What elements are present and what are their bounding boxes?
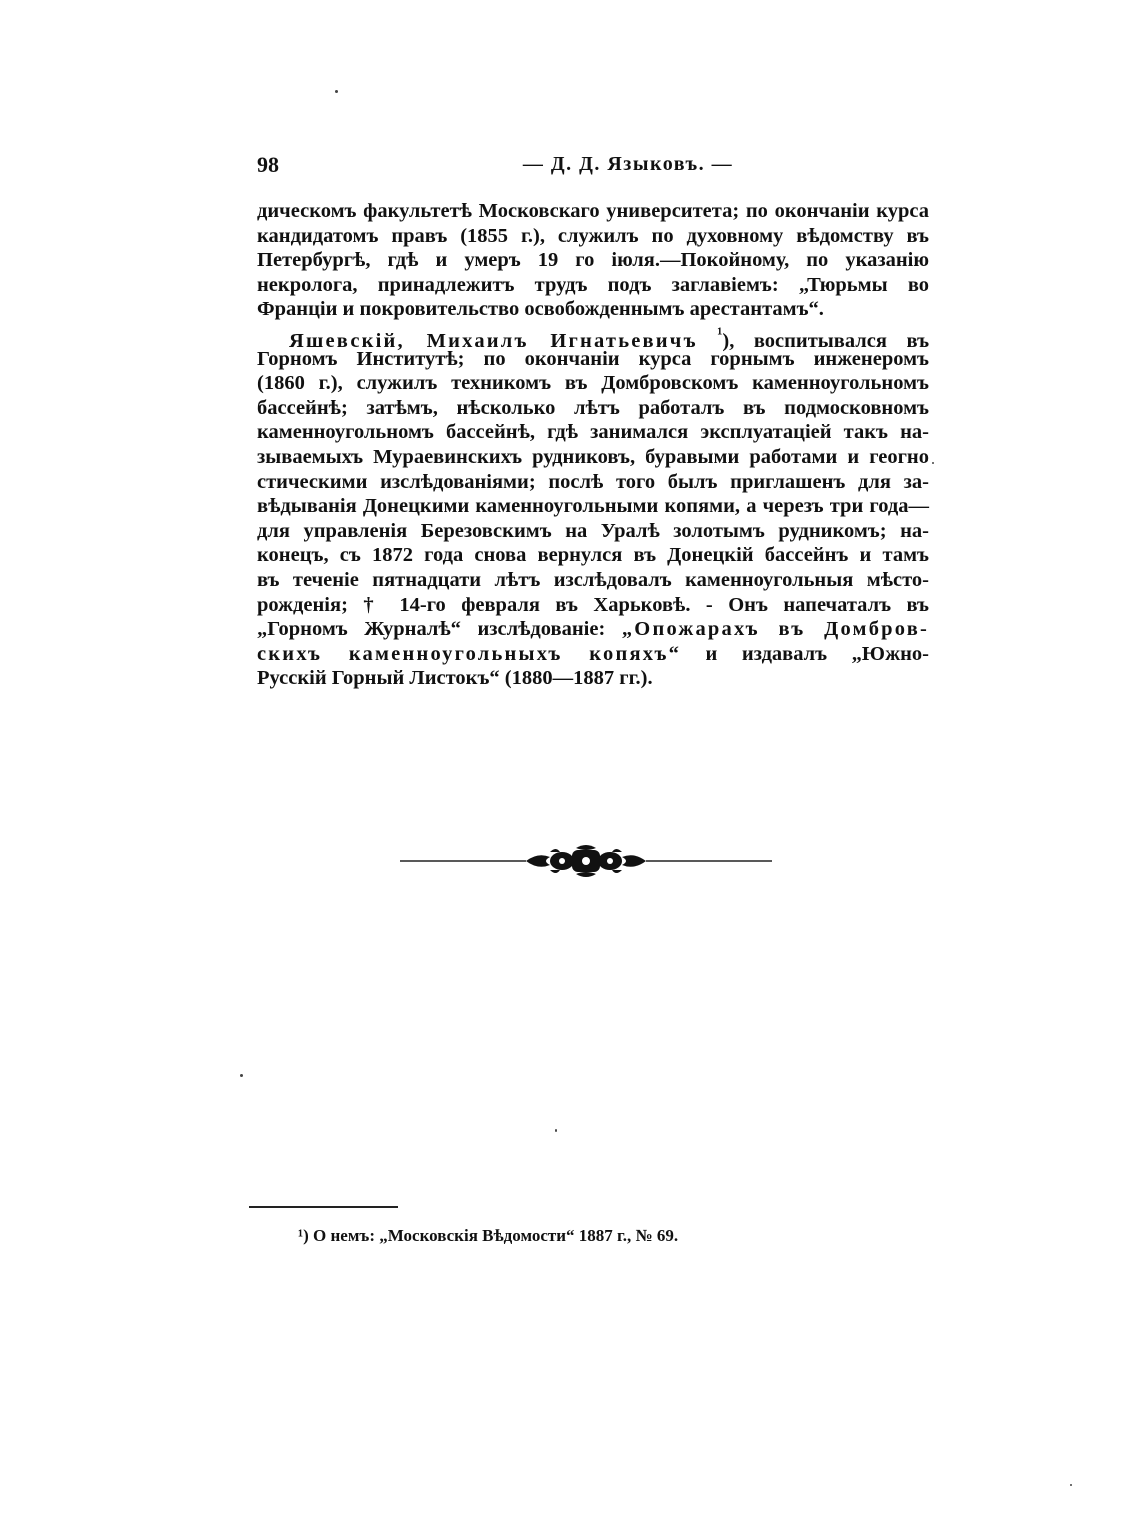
scan-speck [240,1074,243,1077]
scan-speck [555,1129,557,1132]
text-line: стическими изслѣдованіями; послѣ того былъ приглашенъ для за- [257,470,929,493]
body-text [257,199,929,691]
text-line: Горномъ Институтѣ; по окончаніи курса горнымъ инженеромъ [257,347,929,370]
article-title: „Опожарахъ въ Домбров- [621,618,929,641]
footnote-text: О немъ: „Московскія Вѣдомости“ 1887 г., № 69. [313,1226,679,1245]
text-line: вѣдыванія Донецкими каменноугольными копями, а черезъ три года— [257,495,929,518]
article-title-cont: скихъ каменноугольныхъ копяхъ“ [257,642,682,665]
footnote-marker: ¹) [298,1226,309,1245]
footnote-divider [249,1206,398,1208]
text-line: „Горномъ Журналѣ“ изслѣдованіе: „Опожарахъ въ Домбров- [257,618,929,641]
page-header [257,152,929,180]
running-title: — Д. Д. Языковъ. — [522,153,734,175]
text-line: въ теченіе пятнадцати лѣтъ изслѣдовалъ каменноугольныя мѣсто- [257,568,929,591]
text-line: скихъ каменноугольныхъ копяхъ“ и издавалъ „Южно- [257,642,929,665]
text-line: некролога, принадлежитъ трудъ подъ заглавіемъ: „Тюрьмы во [257,273,929,296]
text-line: конецъ, съ 1872 года снова вернулся въ Донецкій бассейнъ и тамъ [257,544,929,567]
text-line: Петербургѣ, гдѣ и умеръ 19 го іюля.—Покойному, по указанію [257,249,929,272]
text-line: кандидатомъ правъ (1855 г.), служилъ по духовному вѣдомству въ [257,224,929,247]
scan-speck [932,462,934,464]
text-line: каменноугольномъ бассейнѣ, гдѣ занимался эксплуатаціей такъ на- [257,421,929,444]
text-line: рожденія; † 14-го февраля въ Харьковѣ. - Онъ напечаталъ въ [257,593,929,616]
text-line: (1860 г.), служилъ техникомъ въ Домбровскомъ каменноугольномъ [257,372,929,395]
text-line: Франціи и покровительство освобожденнымъ арестантамъ“. [257,298,824,321]
text-line: дическомъ факультетѣ Московскаго университета; по окончаніи курса [257,200,929,222]
text-line: зываемыхъ Мураевинскихъ рудниковъ, буравыми работами и геогно [257,445,929,468]
text-line: Яшевскій, Михаилъ Игнатьевичъ $^{^1}$), воспитывался въ [289,323,930,352]
footnote-reference: ¹ [717,323,723,343]
text-line: бассейнѣ; затѣмъ, нѣсколько лѣтъ работалъ въ подмосковномъ [257,396,929,419]
ornament-divider [400,840,772,880]
page-number: 98 [257,152,279,177]
footnote [298,1226,678,1246]
text-line: для управленія Березовскимъ на Уралѣ золотымъ рудникомъ; на- [257,519,929,542]
entry-name: Яшевскій, Михаилъ Игнатьевичъ [289,329,698,352]
scan-speck [1070,1484,1072,1486]
scan-speck [335,90,338,93]
text-line: Русскій Горный Листокъ“ (1880—1887 гг.). [257,667,653,690]
